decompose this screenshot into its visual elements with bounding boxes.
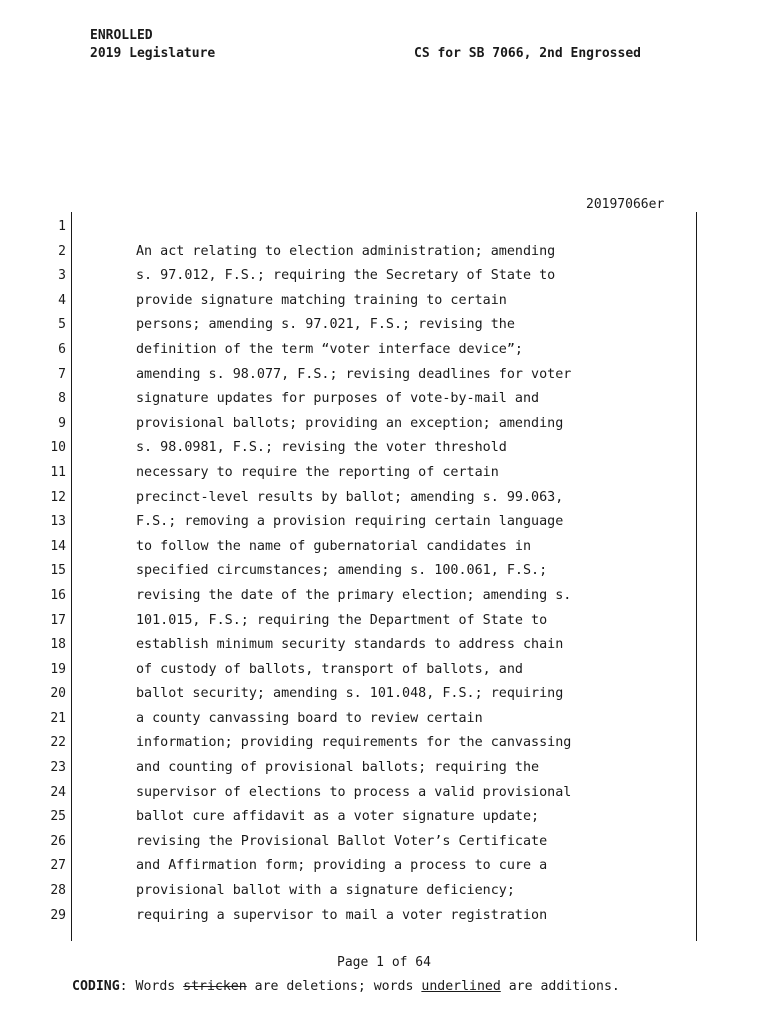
line-number: 1 xyxy=(58,219,66,234)
line-text: and counting of provisional ballots; requiring the xyxy=(136,760,540,776)
line-number: 22 xyxy=(50,735,66,751)
line-number: 3 xyxy=(58,268,66,284)
bill-line xyxy=(0,338,768,363)
line-number: 15 xyxy=(50,563,66,579)
line-text: signature updates for purposes of vote-by-mail and xyxy=(136,391,540,407)
line-text: An act relating to election administration; amending xyxy=(136,243,556,259)
line-text: provisional ballots; providing an exception; amending xyxy=(136,415,564,431)
bill-line xyxy=(0,387,768,412)
line-number: 20 xyxy=(50,686,66,702)
line-text: definition of the term “voter interface device”; xyxy=(136,341,523,357)
line-text: ballot security; amending s. 101.048, F.S.; requiring xyxy=(136,686,564,702)
bill-text-body xyxy=(0,215,768,928)
line-text: to follow the name of gubernatorial candidates in xyxy=(136,538,532,554)
line-text: ballot cure affidavit as a voter signature update; xyxy=(136,809,540,825)
coding-label: CODING xyxy=(72,979,120,994)
line-number: 21 xyxy=(50,710,66,726)
line-number: 8 xyxy=(58,391,66,407)
coding-stricken-example: stricken xyxy=(183,979,247,994)
bill-line xyxy=(0,658,768,683)
bill-line xyxy=(0,289,768,314)
coding-text-2: are deletions; words xyxy=(246,979,422,994)
line-number: 4 xyxy=(58,292,66,308)
line-text: supervisor of elections to process a valid provisional xyxy=(136,784,572,800)
bill-line xyxy=(0,412,768,437)
line-number: 27 xyxy=(50,858,66,874)
line-text: requiring a supervisor to mail a voter registration xyxy=(136,907,548,923)
line-text: provisional ballot with a signature deficiency; xyxy=(136,883,515,899)
bill-line xyxy=(0,510,768,535)
bill-line xyxy=(0,830,768,855)
bill-line xyxy=(0,781,768,806)
document-id: 20197066er xyxy=(586,197,665,212)
line-number: 9 xyxy=(58,415,66,431)
line-text: specified circumstances; amending s. 100.061, F.S.; xyxy=(136,563,548,579)
coding-legend xyxy=(72,979,620,994)
line-number: 26 xyxy=(50,833,66,849)
line-text: information; providing requirements for the canvassing xyxy=(136,735,572,751)
line-number: 17 xyxy=(50,612,66,628)
bill-line xyxy=(0,313,768,338)
line-text: s. 97.012, F.S.; requiring the Secretary of State to xyxy=(136,268,556,284)
legislature-year: 2019 Legislature xyxy=(90,46,216,61)
bill-identifier: CS for SB 7066, 2nd Engrossed xyxy=(414,46,641,61)
bill-line xyxy=(0,436,768,461)
line-number: 25 xyxy=(50,809,66,825)
bill-line xyxy=(0,854,768,879)
bill-line xyxy=(0,486,768,511)
line-text: a county canvassing board to review certain xyxy=(136,710,483,726)
bill-line xyxy=(0,904,768,929)
line-number: 10 xyxy=(50,440,66,456)
line-number: 14 xyxy=(50,538,66,554)
line-number: 16 xyxy=(50,587,66,603)
bill-line xyxy=(0,682,768,707)
bill-line xyxy=(0,731,768,756)
coding-text-3: are additions. xyxy=(500,979,620,994)
page-number: Page 1 of 64 xyxy=(337,955,431,970)
line-number: 5 xyxy=(58,317,66,333)
line-number: 13 xyxy=(50,514,66,530)
line-text: provide signature matching training to certain xyxy=(136,292,507,308)
bill-line xyxy=(0,559,768,584)
line-number: 19 xyxy=(50,661,66,677)
line-text: precinct-level results by ballot; amending s. 99.063, xyxy=(136,489,564,505)
bill-line xyxy=(0,584,768,609)
line-text: amending s. 98.077, F.S.; revising deadlines for voter xyxy=(136,366,572,382)
line-number: 6 xyxy=(58,341,66,357)
line-number: 2 xyxy=(58,243,66,259)
enrolled-status: ENROLLED xyxy=(90,28,153,43)
bill-line xyxy=(0,633,768,658)
line-text: establish minimum security standards to address chain xyxy=(136,637,564,653)
line-text: necessary to require the reporting of certain xyxy=(136,464,499,480)
bill-line xyxy=(0,461,768,486)
coding-text-1: : Words xyxy=(119,979,184,994)
line-number: 18 xyxy=(50,637,66,653)
bill-line xyxy=(0,215,768,240)
line-text: of custody of ballots, transport of ballots, and xyxy=(136,661,523,677)
line-text: s. 98.0981, F.S.; revising the voter threshold xyxy=(136,440,507,456)
bill-line xyxy=(0,805,768,830)
bill-line xyxy=(0,756,768,781)
bill-line xyxy=(0,879,768,904)
line-text: revising the Provisional Ballot Voter’s Certificate xyxy=(136,833,548,849)
line-number: 11 xyxy=(50,464,66,480)
line-text: 101.015, F.S.; requiring the Department of State to xyxy=(136,612,548,628)
line-text: revising the date of the primary election; amending s. xyxy=(136,587,572,603)
line-number: 12 xyxy=(50,489,66,505)
line-text: F.S.; removing a provision requiring certain language xyxy=(136,514,564,530)
bill-line xyxy=(0,609,768,634)
line-number: 28 xyxy=(50,883,66,899)
bill-line xyxy=(0,363,768,388)
line-number: 7 xyxy=(58,366,66,382)
bill-line xyxy=(0,535,768,560)
line-number: 24 xyxy=(50,784,66,800)
bill-line xyxy=(0,264,768,289)
bill-line xyxy=(0,240,768,265)
line-number: 23 xyxy=(50,760,66,776)
line-number: 29 xyxy=(50,907,66,923)
line-text: persons; amending s. 97.021, F.S.; revising the xyxy=(136,317,515,333)
bill-line xyxy=(0,707,768,732)
line-text: and Affirmation form; providing a process to cure a xyxy=(136,858,548,874)
coding-underlined-example: underlined xyxy=(421,979,501,994)
